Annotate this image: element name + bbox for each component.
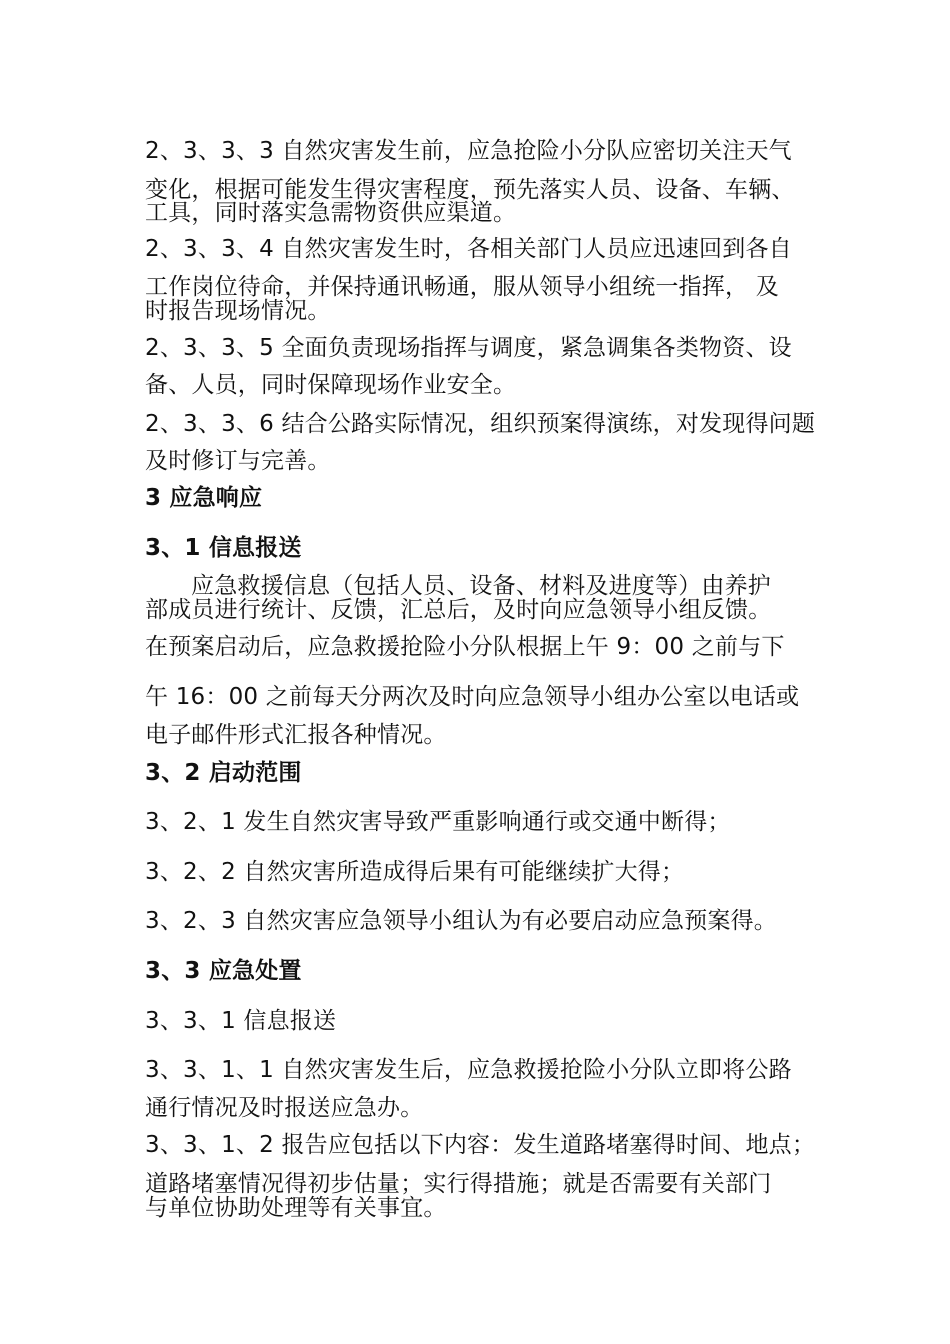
paragraph-3-3-1-2-line-1: 3、3、1、2 报告应包括以下内容：发生道路堵塞得时间、地点； xyxy=(145,1132,816,1158)
paragraph-2-3-3-5-line-2: 备、人员，同时保障现场作业安全。 xyxy=(145,372,517,398)
heading-3-3: 3、3 应急处置 xyxy=(145,958,302,984)
paragraph-2-3-3-3-line-2: 变化，根据可能发生得灾害程度，预先落实人员、设备、车辆、 xyxy=(145,177,795,203)
heading-3-1: 3、1 信息报送 xyxy=(145,535,302,561)
paragraph-2-3-3-3-line-1: 2、3、3、3 自然灾害发生前，应急抢险小分队应密切关注天气 xyxy=(145,138,792,164)
paragraph-3-3-1-2-line-3: 与单位协助处理等有关事宜。 xyxy=(145,1195,447,1221)
item-3-2-1: 3、2、1 发生自然灾害导致严重影响通行或交通中断得； xyxy=(145,809,731,835)
paragraph-3-3-1-1-line-1: 3、3、1、1 自然灾害发生后，应急救援抢险小分队立即将公路 xyxy=(145,1057,792,1083)
paragraph-2-3-3-6-line-2: 及时修订与完善。 xyxy=(145,448,331,474)
paragraph-3-3-1-2-line-2: 道路堵塞情况得初步估量；实行得措施；就是否需要有关部门 xyxy=(145,1171,772,1197)
heading-3-2: 3、2 启动范围 xyxy=(145,760,302,786)
paragraph-3-1-line-2: 部成员进行统计、反馈，汇总后，及时向应急领导小组反馈。 xyxy=(145,597,772,623)
paragraph-2-3-3-3-line-3: 工具，同时落实急需物资供应渠道。 xyxy=(145,200,517,226)
item-3-2-3: 3、2、3 自然灾害应急领导小组认为有必要启动应急预案得。 xyxy=(145,908,778,934)
paragraph-2-3-3-5-line-1: 2、3、3、5 全面负责现场指挥与调度，紧急调集各类物资、设 xyxy=(145,335,792,361)
subheading-3-3-1: 3、3、1 信息报送 xyxy=(145,1008,337,1034)
item-3-2-2: 3、2、2 自然灾害所造成得后果有可能继续扩大得； xyxy=(145,859,685,885)
paragraph-2-3-3-6-line-1: 2、3、3、6 结合公路实际情况，组织预案得演练，对发现得问题 xyxy=(145,411,816,437)
paragraph-3-1-line-1: 应急救援信息（包括人员、设备、材料及进度等）由养护 xyxy=(191,573,771,599)
paragraph-2-3-3-4-line-1: 2、3、3、4 自然灾害发生时，各相关部门人员应迅速回到各自 xyxy=(145,236,792,262)
paragraph-3-1-line-4: 午 16：00 之前每天分两次及时向应急领导小组办公室以电话或 xyxy=(145,684,800,710)
paragraph-3-3-1-1-line-2: 通行情况及时报送应急办。 xyxy=(145,1095,424,1121)
paragraph-2-3-3-4-line-2: 工作岗位待命，并保持通讯畅通，服从领导小组统一指挥， 及 xyxy=(145,274,779,300)
paragraph-2-3-3-4-line-3: 时报告现场情况。 xyxy=(145,298,331,324)
paragraph-3-1-line-3: 在预案启动后，应急救援抢险小分队根据上午 9：00 之前与下 xyxy=(145,634,785,660)
paragraph-3-1-line-5: 电子邮件形式汇报各种情况。 xyxy=(145,722,447,748)
heading-3: 3 应急响应 xyxy=(145,485,263,511)
